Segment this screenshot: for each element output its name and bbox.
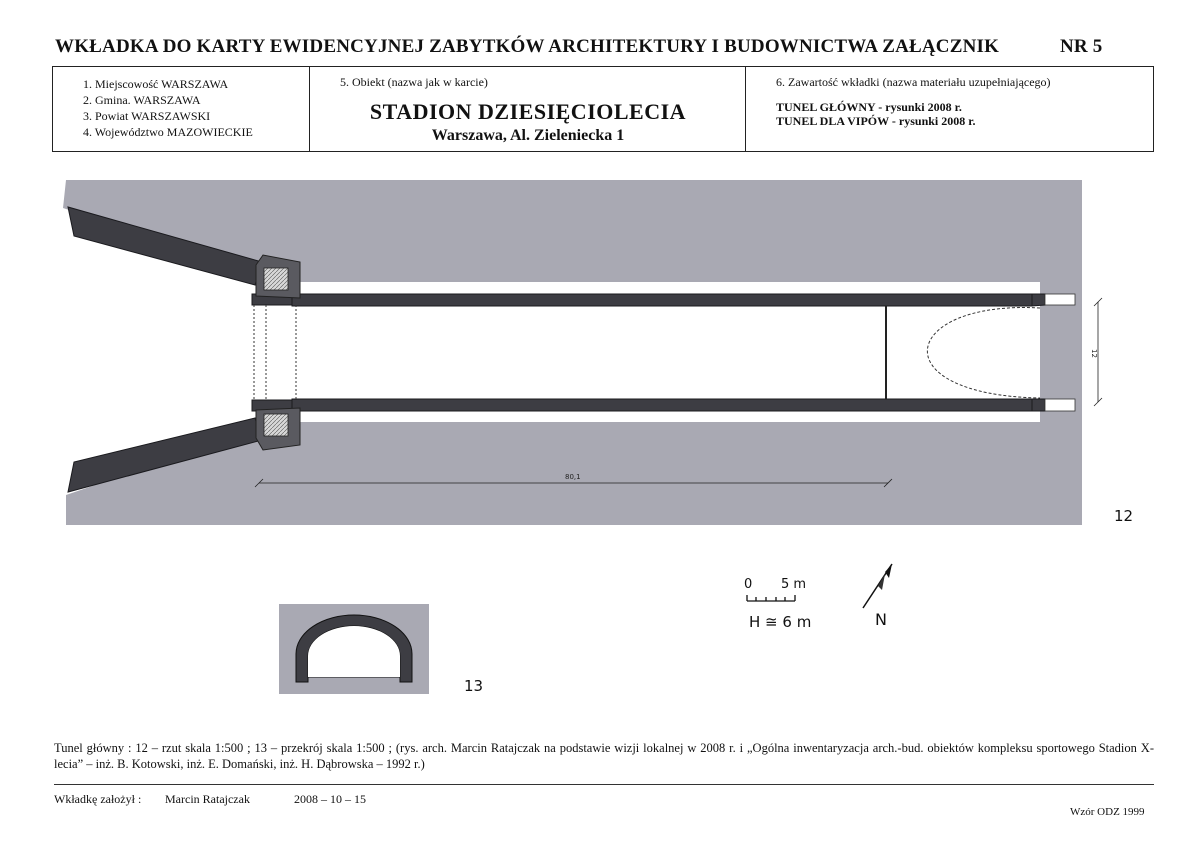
contents-label: 6. Zawartość wkładki (nazwa materiału uzupełniającego) [776,75,1051,89]
author-label: Wkładkę założył : [54,792,142,806]
scale-zero: 0 [744,577,753,592]
page-title [55,36,1155,58]
footer [54,792,366,807]
info-table [52,66,1154,152]
object-name: STADION DZIESIĘCIOLECIA [369,99,687,124]
dashed-gate [254,305,296,400]
locality: 1. Miejscowość WARSZAWA [83,77,229,91]
contents-cell [746,67,1153,151]
scale-legend [735,560,905,635]
figure-caption: Tunel główny : 12 – rzut skala 1:500 ; 13 – przekrój skala 1:500 ; (rys. arch. Marcin Ratajczak na podstawie wizji lokalnej w 2008 r. i „Ogólna inwentaryzacja arch.-bud. obiektów kompleksu sportowego Stadion X-lecia” – inż. B. Kotowski, inż. E. Domański, inż. H. Dąbrowska – 1992 r.) [54,741,1154,771]
dim-width-label: 12 [1090,349,1098,358]
record-date: 2008 – 10 – 15 [294,792,366,806]
attachment-number: NR 5 [1060,36,1103,57]
north-arrow-icon [863,564,892,608]
dim-length-label: 80,1 [565,473,581,481]
object-label: 5. Obiekt (nazwa jak w karcie) [340,75,488,89]
commune: 2. Gmina. WARSZAWA [83,93,201,107]
form-template-id: Wzór ODZ 1999 [1070,806,1145,818]
north-label: N [875,610,887,629]
tunnel-section-drawing [279,604,429,694]
footer-divider [54,784,1154,785]
scale-five: 5 m [781,577,807,592]
header-title-text: WKŁADKA DO KARTY EWIDENCYJNEJ ZABYTKÓW ARCHITEKTURY I BUDOWNICTWA ZAŁĄCZNIK [55,36,1000,57]
object-address: Warszawa, Al. Zieleniecka 1 [431,127,625,144]
figure-13-label: 13 [464,677,484,695]
author-name: Marcin Ratajczak [165,792,250,806]
dashed-arc [927,308,1040,398]
height-note: H ≅ 6 m [749,613,812,631]
tunnel-plan-drawing [0,180,1198,530]
object-cell [310,67,746,151]
contents-item-vip-tunnel: TUNEL DLA VIPÓW - rysunki 2008 r. [776,114,976,128]
district: 3. Powiat WARSZAWSKI [83,109,211,123]
location-cell [53,67,310,151]
contents-item-main-tunnel: TUNEL GŁÓWNY - rysunki 2008 r. [776,100,962,114]
voivodeship: 4. Województwo MAZOWIECKIE [83,125,253,139]
scale-bar [747,595,795,601]
figure-12-label: 12 [1114,507,1134,525]
